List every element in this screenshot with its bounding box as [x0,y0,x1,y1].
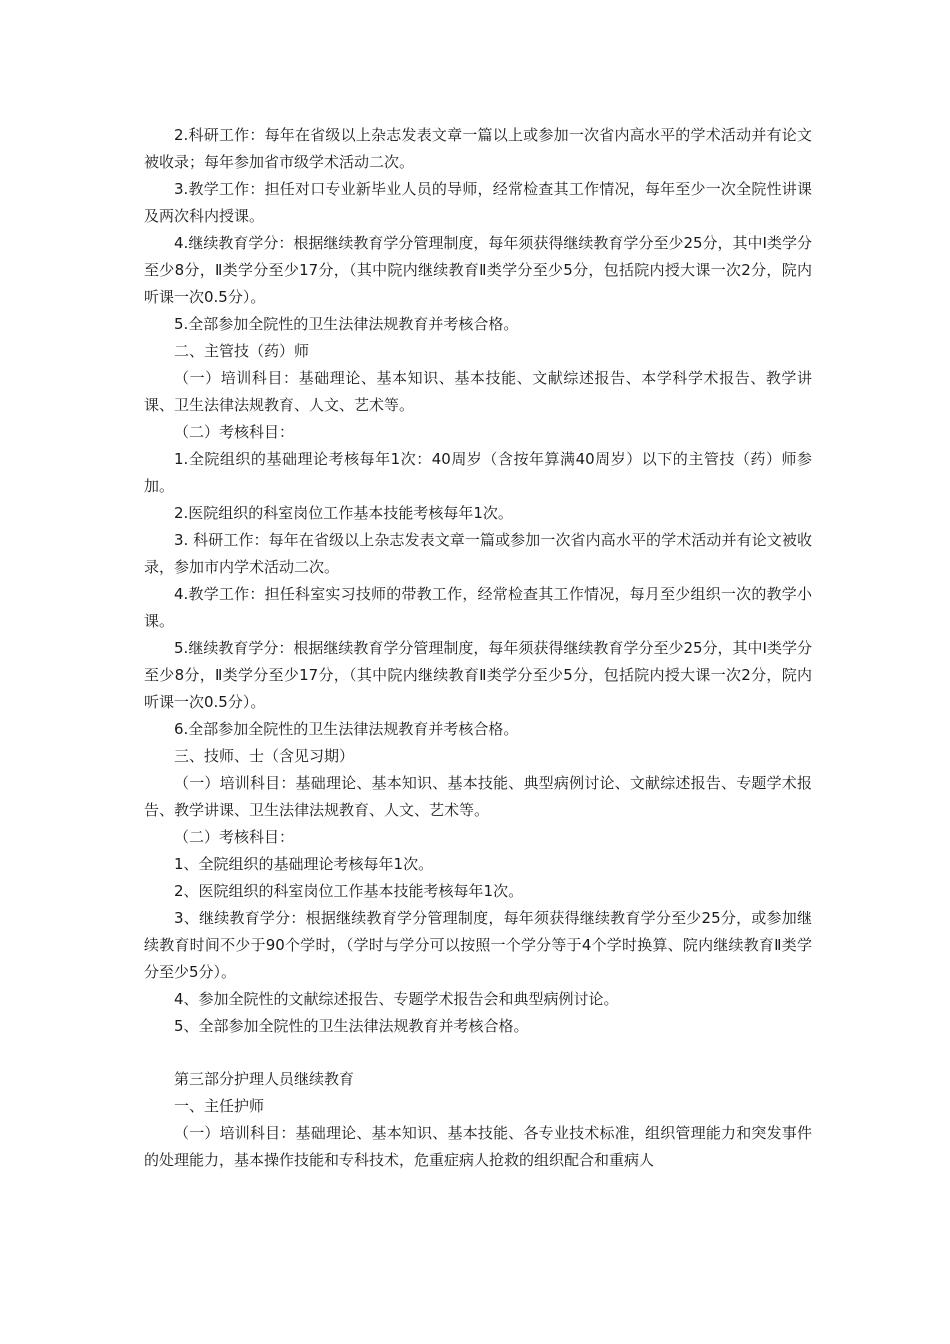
paragraph: 2.科研工作：每年在省级以上杂志发表文章一篇以上或参加一次省内高水平的学术活动并有论文被收录；每年参加省市级学术活动二次。 [144,126,812,171]
paragraph: （一）培训科目：基础理论、基本知识、基本技能、典型病例讨论、文献综述报告、专题学术报告、教学讲课、卫生法律法规教育、人文、艺术等。 [144,774,812,819]
paragraph: 2.医院组织的科室岗位工作基本技能考核每年1次。 [174,504,513,522]
paragraph: （一）培训科目：基础理论、基本知识、基本技能、文献综述报告、本学科学术报告、教学讲课、卫生法律法规教育、人文、艺术等。 [144,369,812,414]
paragraph: 3.教学工作：担任对口专业新毕业人员的导师，经常检查其工作情况，每年至少一次全院性讲课及两次科内授课。 [144,180,812,225]
paragraph: 4.教学工作：担任科室实习技师的带教工作，经常检查其工作情况，每月至少组织一次的教学小课。 [144,585,812,630]
paragraph: 1.全院组织的基础理论考核每年1次：40周岁（含按年算满40周岁）以下的主管技（药）师参加。 [144,450,812,495]
paragraph: 5、全部参加全院性的卫生法律法规教育并考核合格。 [174,1017,529,1035]
paragraph: 2、医院组织的科室岗位工作基本技能考核每年1次。 [174,882,524,900]
paragraph: 4、参加全院性的文献综述报告、专题学术报告会和典型病例讨论。 [174,990,619,1008]
paragraph: 3、继续教育学分：根据继续教育学分管理制度，每年须获得继续教育学分至少25分，或参加继续教育时间不少于90个学时，（学时与学分可以按照一个学分等于4个学时换算、院内继续教育Ⅱ类学分至少5分）。 [144,909,812,981]
paragraph: 5.继续教育学分：根据继续教育学分管理制度，每年须获得继续教育学分至少25分，其中Ⅰ类学分至少8分，Ⅱ类学分至少17分，（其中院内继续教育Ⅱ类学分至少5分，包括院内授大课一次2分，院内听课一次0.5分）。 [144,639,812,711]
paragraph: 3. 科研工作：每年在省级以上杂志发表文章一篇或参加一次省内高水平的学术活动并有论文被收录，参加市内学术活动二次。 [144,531,812,576]
paragraph: 1、全院组织的基础理论考核每年1次。 [174,855,434,873]
paragraph: 6.全部参加全院性的卫生法律法规教育并考核合格。 [174,720,519,738]
subsection-heading: （二）考核科目： [174,828,295,846]
paragraph: 4.继续教育学分：根据继续教育学分管理制度，每年须获得继续教育学分至少25分，其中Ⅰ类学分至少8分，Ⅱ类学分至少17分，（其中院内继续教育Ⅱ类学分至少5分，包括院内授大课一次2分，院内听课一次0.5分）。 [144,234,812,306]
paragraph: 5.全部参加全院性的卫生法律法规教育并考核合格。 [174,315,519,333]
section-heading: 二、主管技（药）师 [174,342,310,360]
paragraph: （一）培训科目：基础理论、基本知识、基本技能、各专业技术标准，组织管理能力和突发事件的处理能力，基本操作技能和专科技术，危重症病人抢救的组织配合和重病人 [144,1124,812,1169]
section-heading: 三、技师、士（含见习期） [174,747,355,765]
part-heading: 第三部分护理人员继续教育 [174,1070,355,1088]
blank-line [144,1040,812,1066]
document-body [144,122,812,1174]
section-heading: 一、主任护师 [174,1097,265,1115]
subsection-heading: （二）考核科目： [174,423,295,441]
